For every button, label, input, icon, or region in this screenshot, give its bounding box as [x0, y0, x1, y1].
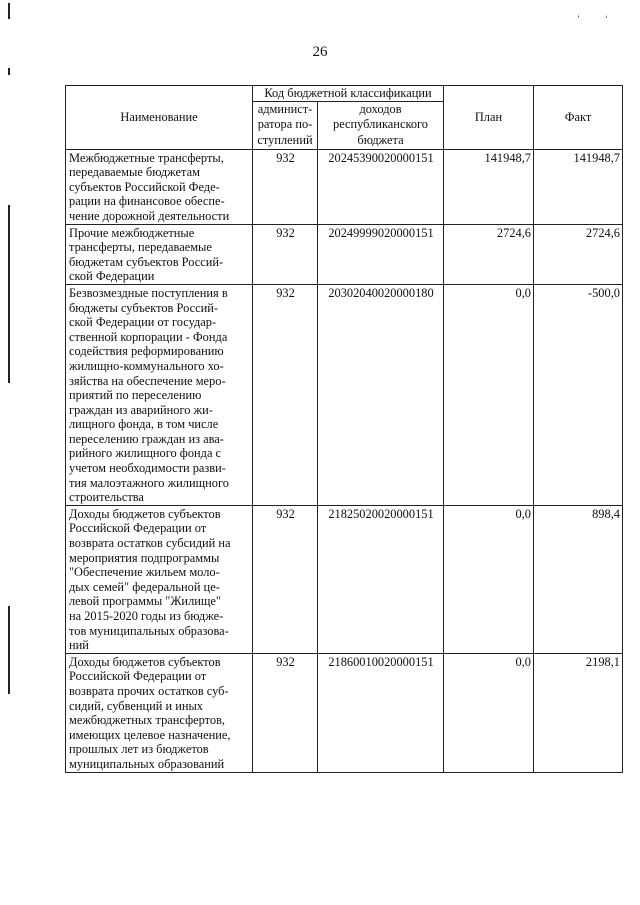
row-fact: 2724,6 — [534, 224, 623, 284]
table-row — [66, 505, 623, 653]
row-fact: -500,0 — [534, 284, 623, 505]
table-header-row — [66, 86, 623, 102]
header-classification: Код бюджетной классификации — [253, 86, 444, 102]
scan-margin-mark — [8, 3, 10, 19]
row-income-code: 20249999020000151 — [318, 224, 444, 284]
header-admin: админист- ратора по- ступлений — [253, 101, 318, 149]
row-fact: 141948,7 — [534, 149, 623, 224]
row-fact: 898,4 — [534, 505, 623, 653]
scan-speck: ’ — [577, 14, 580, 24]
row-plan: 2724,6 — [444, 224, 534, 284]
row-income-code: 20302040020000180 — [318, 284, 444, 505]
scan-margin-mark — [8, 606, 10, 694]
header-name: Наименование — [66, 86, 253, 150]
row-name: Безвозмездные поступления в бюджеты субъектов Россий- ской Федерации от государ- ственной корпорации - Фонда содействия реформированию жилищно-коммунального хо- зяйства на обеспечение меро- приятий по переселению граждан из аварийного жи- лищного фонда, в том числе переселению граждан из ава- рийного жилищного фонда с учетом необходимости разви- тия малоэтажного жилищного строительства — [66, 284, 253, 505]
row-income-code: 21825020020000151 — [318, 505, 444, 653]
row-plan: 141948,7 — [444, 149, 534, 224]
row-admin-code: 932 — [253, 653, 318, 772]
row-fact: 2198,1 — [534, 653, 623, 772]
scan-margin-mark — [8, 68, 10, 75]
row-plan: 0,0 — [444, 505, 534, 653]
row-name: Межбюджетные трансферты, передаваемые бюджетам субъектов Российской Феде- рации на финансовое обеспе- чение дорожной деятельности — [66, 149, 253, 224]
row-admin-code: 932 — [253, 149, 318, 224]
row-admin-code: 932 — [253, 505, 318, 653]
row-admin-code: 932 — [253, 224, 318, 284]
row-name: Доходы бюджетов субъектов Российской Федерации от возврата прочих остатков суб- сидий, субвенций и иных межбюджетных трансфертов, имеющих целевое назначение, прошлых лет из бюджетов муниципальных образований — [66, 653, 253, 772]
scan-margin-mark — [8, 205, 10, 383]
row-income-code: 21860010020000151 — [318, 653, 444, 772]
row-name: Доходы бюджетов субъектов Российской Федерации от возврата остатков субсидий на мероприятия подпрограммы "Обеспечение жильем моло- дых семей" федеральной це- левой программы "Жилище" на 2015-2020 годы из бюдже- тов муниципальных образова- ний — [66, 505, 253, 653]
row-name: Прочие межбюджетные трансферты, передаваемые бюджетам субъектов Россий- ской Федерации — [66, 224, 253, 284]
table-row — [66, 653, 623, 772]
row-plan: 0,0 — [444, 653, 534, 772]
scan-speck: ‘ — [605, 14, 608, 24]
row-admin-code: 932 — [253, 284, 318, 505]
row-income-code: 20245390020000151 — [318, 149, 444, 224]
page-number: 26 — [312, 44, 328, 60]
header-income: доходов республиканского бюджета — [318, 101, 444, 149]
row-plan: 0,0 — [444, 284, 534, 505]
table-row — [66, 149, 623, 224]
header-fact: Факт — [534, 86, 623, 150]
table-row — [66, 284, 623, 505]
header-plan: План — [444, 86, 534, 150]
table-row — [66, 224, 623, 284]
budget-classification-table — [65, 85, 623, 773]
